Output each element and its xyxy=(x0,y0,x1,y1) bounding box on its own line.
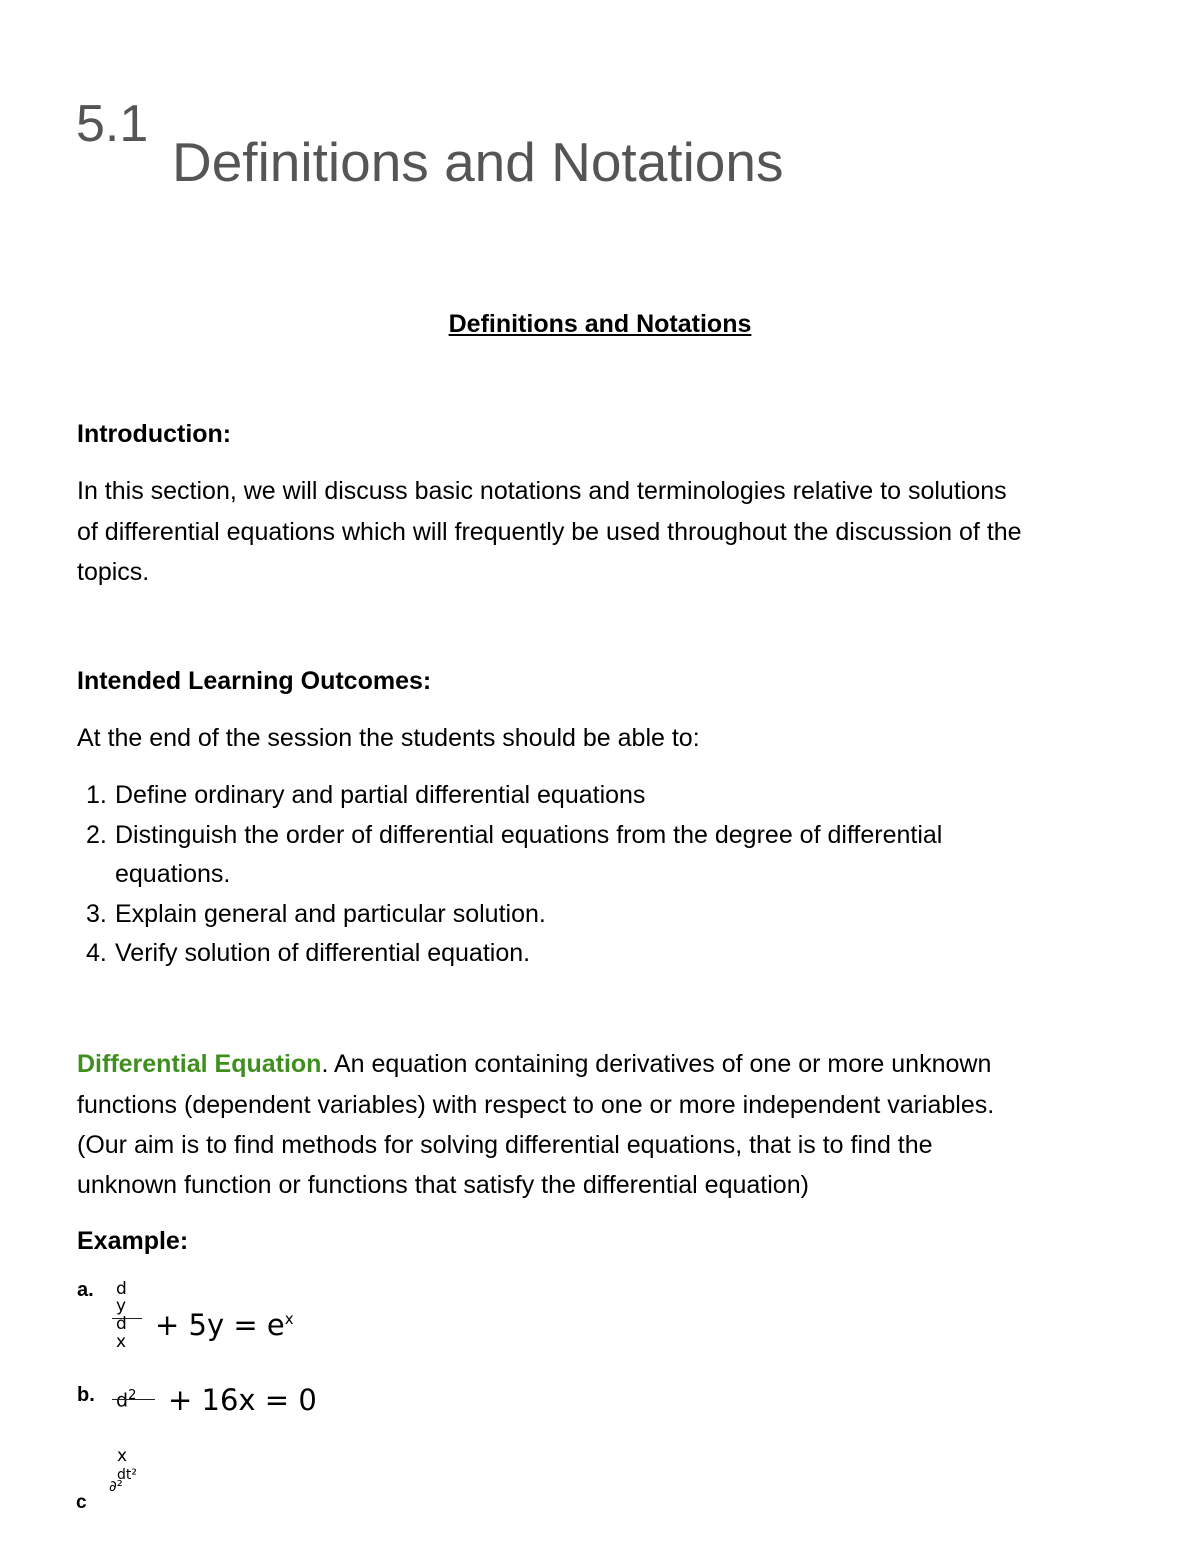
introduction-line: of differential equations which will frequently be used throughout the discussion of the xyxy=(77,517,1022,546)
fraction-bar xyxy=(112,1399,155,1400)
subtitle: Definitions and Notations xyxy=(448,310,752,338)
example-b-label: b. xyxy=(77,1384,95,1406)
list-item xyxy=(86,895,1086,935)
partial-derivative-symbol: ∂² xyxy=(109,1477,123,1495)
fraction-denominator-d: d xyxy=(116,1314,127,1334)
fraction-denominator-x: x xyxy=(116,1332,127,1352)
list-item xyxy=(86,934,1086,974)
outcomes-list xyxy=(86,776,1086,974)
example-heading: Example: xyxy=(77,1227,189,1255)
fraction-numerator-d: d xyxy=(116,1279,127,1299)
list-item-text: Explain general and particular solution. xyxy=(115,899,546,928)
example-a-exponent: x xyxy=(284,1310,294,1328)
list-item-number: 4. xyxy=(86,939,107,967)
list-item xyxy=(86,776,1086,816)
definition-line: functions (dependent variables) with respect to one or more independent variables. xyxy=(77,1090,995,1119)
fraction-denominator-x: x xyxy=(117,1446,128,1466)
definition-term: Differential Equation xyxy=(77,1050,322,1078)
introduction-heading: Introduction: xyxy=(77,420,232,448)
list-item-number: 2. xyxy=(86,820,107,849)
fraction-numerator-d: d xyxy=(116,1389,129,1412)
example-a-rest: + 5y = e xyxy=(155,1308,285,1342)
fraction-denominator-dt2: dt² xyxy=(117,1467,137,1483)
outcomes-lead: At the end of the session the students should be able to: xyxy=(77,724,700,752)
example-a-equation xyxy=(155,1302,294,1342)
section-number: 5.1 xyxy=(76,95,149,153)
fraction-numerator-y: y xyxy=(116,1296,127,1316)
fraction-numerator-exponent: 2 xyxy=(128,1388,137,1403)
list-item-text: Define ordinary and partial differential equations xyxy=(115,781,646,809)
introduction-line: topics. xyxy=(77,558,150,586)
example-b-equation: + 16x = 0 xyxy=(168,1383,317,1417)
list-item xyxy=(86,816,1031,895)
definition-line xyxy=(77,1044,991,1085)
list-item-text: Distinguish the order of differential equations from the degree of differential equations. xyxy=(115,820,943,888)
definition-text: . An equation containing derivatives of one or more unknown xyxy=(321,1050,992,1078)
list-item-number: 1. xyxy=(86,781,107,809)
list-item-text: Verify solution of differential equation. xyxy=(115,939,531,967)
definition-line: (Our aim is to find methods for solving differential equations, that is to find the xyxy=(77,1131,933,1159)
example-a-label: a. xyxy=(77,1279,94,1301)
example-c-label: c xyxy=(76,1492,87,1513)
section-title: Definitions and Notations xyxy=(172,131,784,193)
introduction-line: In this section, we will discuss basic notations and terminologies relative to solutions xyxy=(77,477,1007,505)
outcomes-heading: Intended Learning Outcomes: xyxy=(77,667,432,695)
definition-line: unknown function or functions that satisfy the differential equation) xyxy=(77,1171,809,1199)
list-item-number: 3. xyxy=(86,899,107,928)
